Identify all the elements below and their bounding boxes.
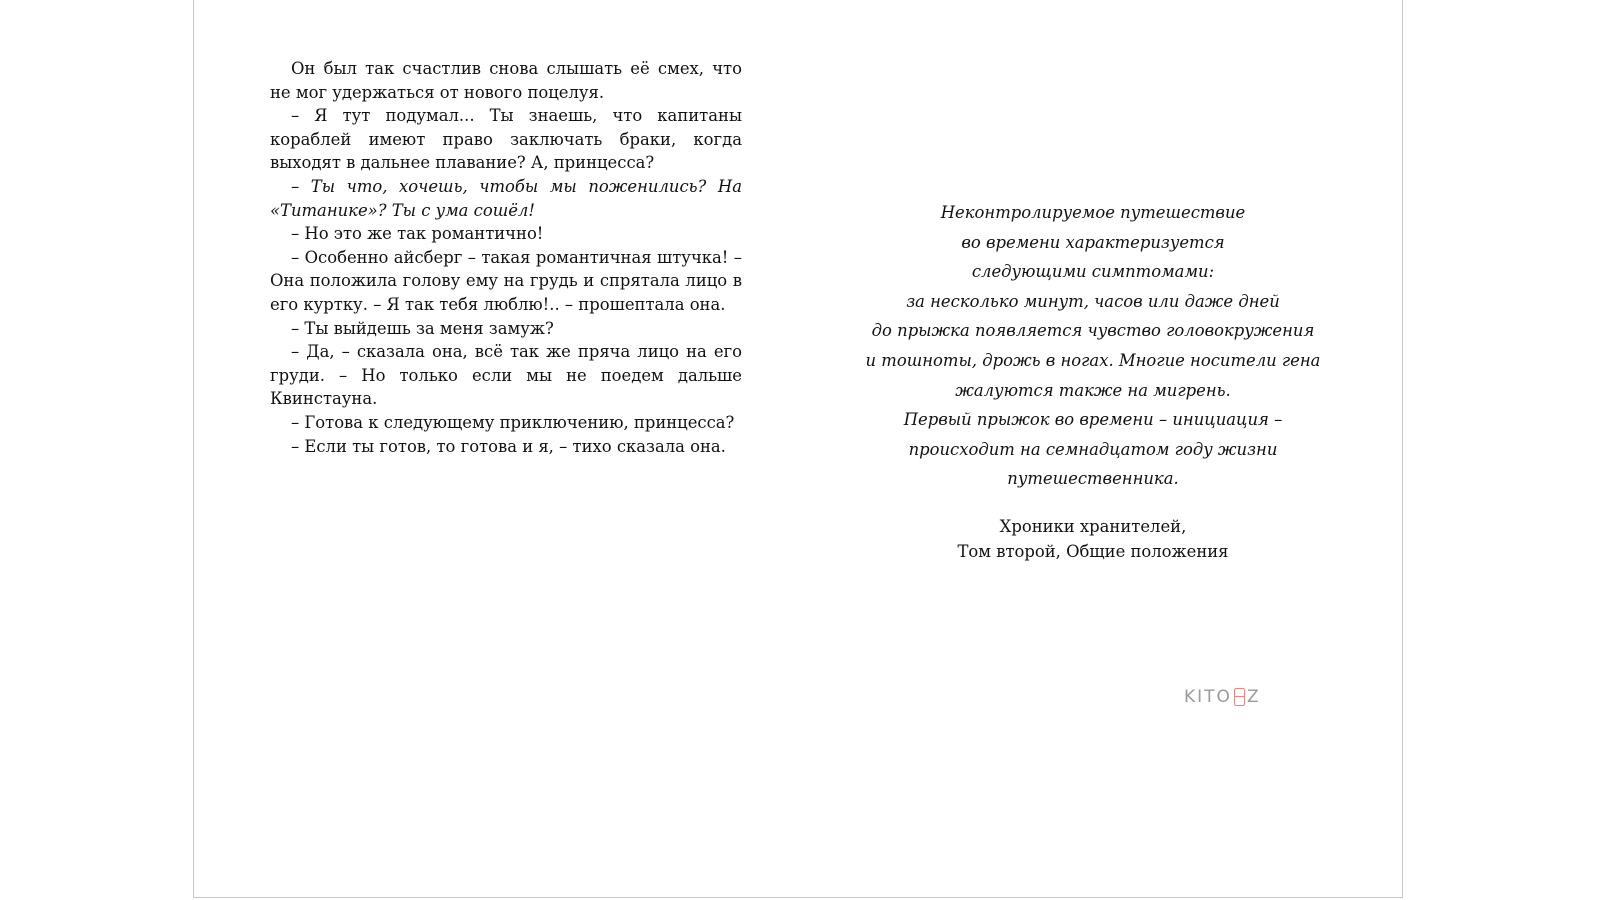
epigraph-line: Неконтролируемое путешествие bbox=[940, 203, 1246, 222]
epigraph-line: за несколько минут, часов или даже дней bbox=[906, 291, 1280, 311]
book-glyph-icon bbox=[1234, 688, 1245, 706]
epigraph-line: и тошноты, дрожь в ногах. Многие носители гена bbox=[865, 350, 1321, 370]
paragraph: – Если ты готов, то готова и я, – тихо сказала она. bbox=[291, 436, 726, 456]
left-page-text bbox=[270, 57, 742, 458]
paragraph: – Ты что, хочешь, чтобы мы поженились? На «Титанике»? Ты с ума сошёл! bbox=[270, 176, 742, 220]
paragraph: – Готова к следующему приключению, принцесса? bbox=[291, 412, 735, 432]
epigraph-line: до прыжка появляется чувство головокружения bbox=[871, 321, 1315, 341]
epigraph-line: следующими симптомами: bbox=[971, 262, 1215, 282]
watermark-prefix: KITO bbox=[1184, 687, 1232, 707]
epigraph bbox=[858, 198, 1328, 494]
paragraph: Он был так счастлив снова слышать её смех, что не мог удержаться от нового поцелуя. bbox=[270, 59, 742, 102]
epigraph-line: Первый прыжок во времени – инициация – bbox=[903, 410, 1283, 430]
epigraph-line: происходит на семнадцатом году жизни bbox=[908, 439, 1278, 459]
paragraph: – Да, – сказала она, всё так же пряча лицо на его груди. – Но только если мы не поедем дальше Квинстауна. bbox=[270, 342, 742, 409]
right-page-epigraph bbox=[858, 198, 1328, 564]
source-line: Хроники хранителей, bbox=[999, 516, 1187, 536]
watermark-suffix: Z bbox=[1246, 687, 1261, 707]
epigraph-line: во времени характеризуется bbox=[961, 232, 1225, 252]
paragraph: – Я тут подумал... Ты знаешь, что капитаны кораблей имеют право заключать браки, когда выходят в дальнее плавание? А, принцесса? bbox=[270, 106, 742, 173]
watermark-logo bbox=[1184, 687, 1261, 707]
source-line: Том второй, Общие положения bbox=[957, 541, 1229, 561]
epigraph-line: жалуются также на мигрень. bbox=[955, 380, 1231, 400]
paragraph: – Ты выйдешь за меня замуж? bbox=[291, 318, 554, 338]
epigraph-source bbox=[858, 514, 1328, 564]
paragraph: – Но это же так романтично! bbox=[291, 224, 544, 244]
paragraph: – Особенно айсберг – такая романтичная штучка! – Она положила голову ему на грудь и спрятала лицо в его куртку. – Я так тебя люблю!.. – прошептала она. bbox=[270, 247, 742, 314]
epigraph-line: путешественника. bbox=[1007, 469, 1179, 489]
